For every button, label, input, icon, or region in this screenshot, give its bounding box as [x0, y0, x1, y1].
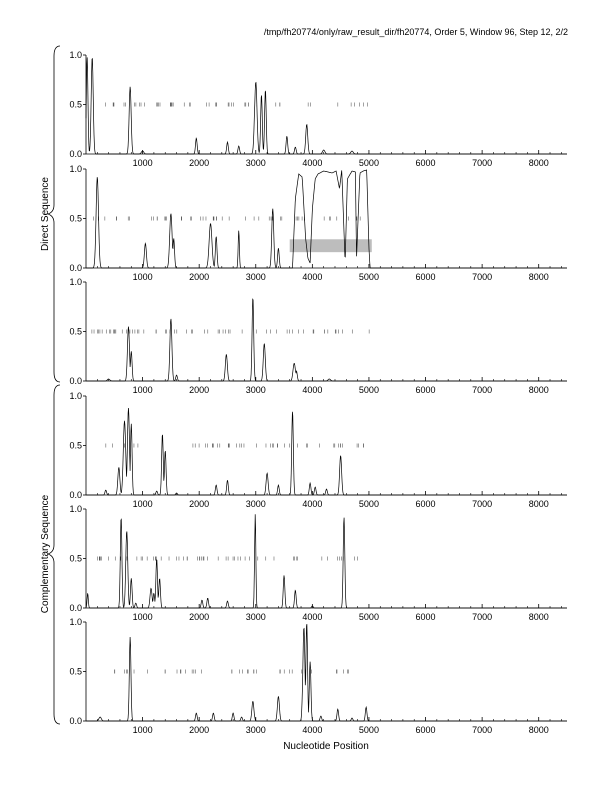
x-tick-label: 1000: [132, 499, 153, 509]
x-tick-label: 8000: [528, 499, 549, 509]
y-tick-label: 0.0: [69, 376, 82, 386]
x-tick-label: 5000: [358, 725, 379, 735]
y-tick-label: 0.5: [69, 440, 82, 451]
x-tick-label: 3000: [245, 612, 266, 622]
panels-layer: [69, 50, 567, 735]
x-tick-label: 2000: [189, 385, 210, 395]
series-line: [86, 514, 567, 608]
x-tick-label: 7000: [472, 272, 493, 282]
x-tick-label: 2000: [189, 272, 210, 282]
x-tick-label: 2000: [189, 612, 210, 622]
y-tick-label: 0.0: [69, 490, 82, 500]
panel-1: [69, 50, 567, 168]
x-tick-label: 5000: [358, 272, 379, 282]
x-tick-label: 1000: [132, 725, 153, 735]
series-line: [86, 624, 567, 721]
y-tick-label: 0.0: [69, 603, 82, 613]
y-tick-label: 0.0: [69, 716, 82, 726]
x-tick-label: 7000: [472, 385, 493, 395]
complementary-group-text: Complementary Sequence: [40, 494, 51, 614]
x-tick-label: 8000: [528, 385, 549, 395]
x-tick-label: 3000: [245, 272, 266, 282]
x-tick-label: 5000: [358, 612, 379, 622]
y-tick-label: 1.0: [69, 617, 82, 627]
y-tick-label: 1.0: [69, 277, 82, 287]
x-tick-label: 8000: [528, 158, 549, 168]
x-tick-label: 1000: [132, 612, 153, 622]
x-tick-label: 2000: [189, 158, 210, 168]
y-tick-label: 1.0: [69, 164, 82, 174]
x-tick-label: 6000: [415, 612, 436, 622]
x-tick-label: 6000: [415, 725, 436, 735]
series-line: [86, 299, 567, 381]
y-tick-label: 0.5: [69, 213, 82, 224]
x-tick-label: 6000: [415, 385, 436, 395]
direct-group-text: Direct Sequence: [40, 177, 51, 251]
x-tick-label: 1000: [132, 158, 153, 168]
panel-2: [69, 164, 567, 282]
x-tick-label: 3000: [245, 385, 266, 395]
y-tick-label: 0.5: [69, 666, 82, 677]
page-title: /tmp/fh20774/only/raw_result_dir/fh20774, Order 5, Window 96, Step 12, 2/2: [263, 27, 568, 37]
x-tick-label: 8000: [528, 272, 549, 282]
x-tick-label: 1000: [132, 272, 153, 282]
x-tick-label: 6000: [415, 158, 436, 168]
x-tick-label: 4000: [302, 725, 323, 735]
x-tick-label: 4000: [302, 158, 323, 168]
x-tick-label: 6000: [415, 272, 436, 282]
x-tick-label: 3000: [245, 499, 266, 509]
panel-5: [69, 504, 567, 622]
x-tick-label: 8000: [528, 612, 549, 622]
x-tick-label: 2000: [189, 725, 210, 735]
x-tick-label: 4000: [302, 499, 323, 509]
y-tick-label: 0.5: [69, 99, 82, 110]
x-tick-label: 7000: [472, 725, 493, 735]
complementary-group-label: [40, 385, 60, 724]
y-tick-label: 1.0: [69, 391, 82, 401]
x-tick-label: 4000: [302, 272, 323, 282]
x-axis-title: Nucleotide Position: [283, 741, 369, 752]
x-tick-label: 1000: [132, 385, 153, 395]
x-tick-label: 7000: [472, 499, 493, 509]
x-tick-label: 6000: [415, 499, 436, 509]
y-tick-label: 1.0: [69, 504, 82, 514]
y-tick-label: 1.0: [69, 50, 82, 60]
x-tick-label: 3000: [245, 158, 266, 168]
y-tick-label: 0.0: [69, 263, 82, 273]
x-tick-label: 8000: [528, 725, 549, 735]
series-line: [86, 408, 567, 495]
y-tick-label: 0.0: [69, 149, 82, 159]
x-tick-label: 7000: [472, 612, 493, 622]
x-tick-label: 5000: [358, 158, 379, 168]
panel-4: [69, 391, 567, 509]
x-tick-label: 5000: [358, 385, 379, 395]
x-tick-label: 7000: [472, 158, 493, 168]
x-tick-label: 2000: [189, 499, 210, 509]
y-tick-label: 0.5: [69, 553, 82, 564]
x-tick-label: 3000: [245, 725, 266, 735]
y-tick-label: 0.5: [69, 326, 82, 337]
series-line: [86, 170, 567, 268]
panel-6: [69, 617, 567, 735]
highlight-region: [290, 239, 372, 252]
direct-group-label: [40, 46, 60, 382]
x-tick-label: 4000: [302, 612, 323, 622]
panel-3: [69, 277, 567, 395]
x-tick-label: 5000: [358, 499, 379, 509]
series-line: [86, 57, 567, 154]
x-tick-label: 4000: [302, 385, 323, 395]
